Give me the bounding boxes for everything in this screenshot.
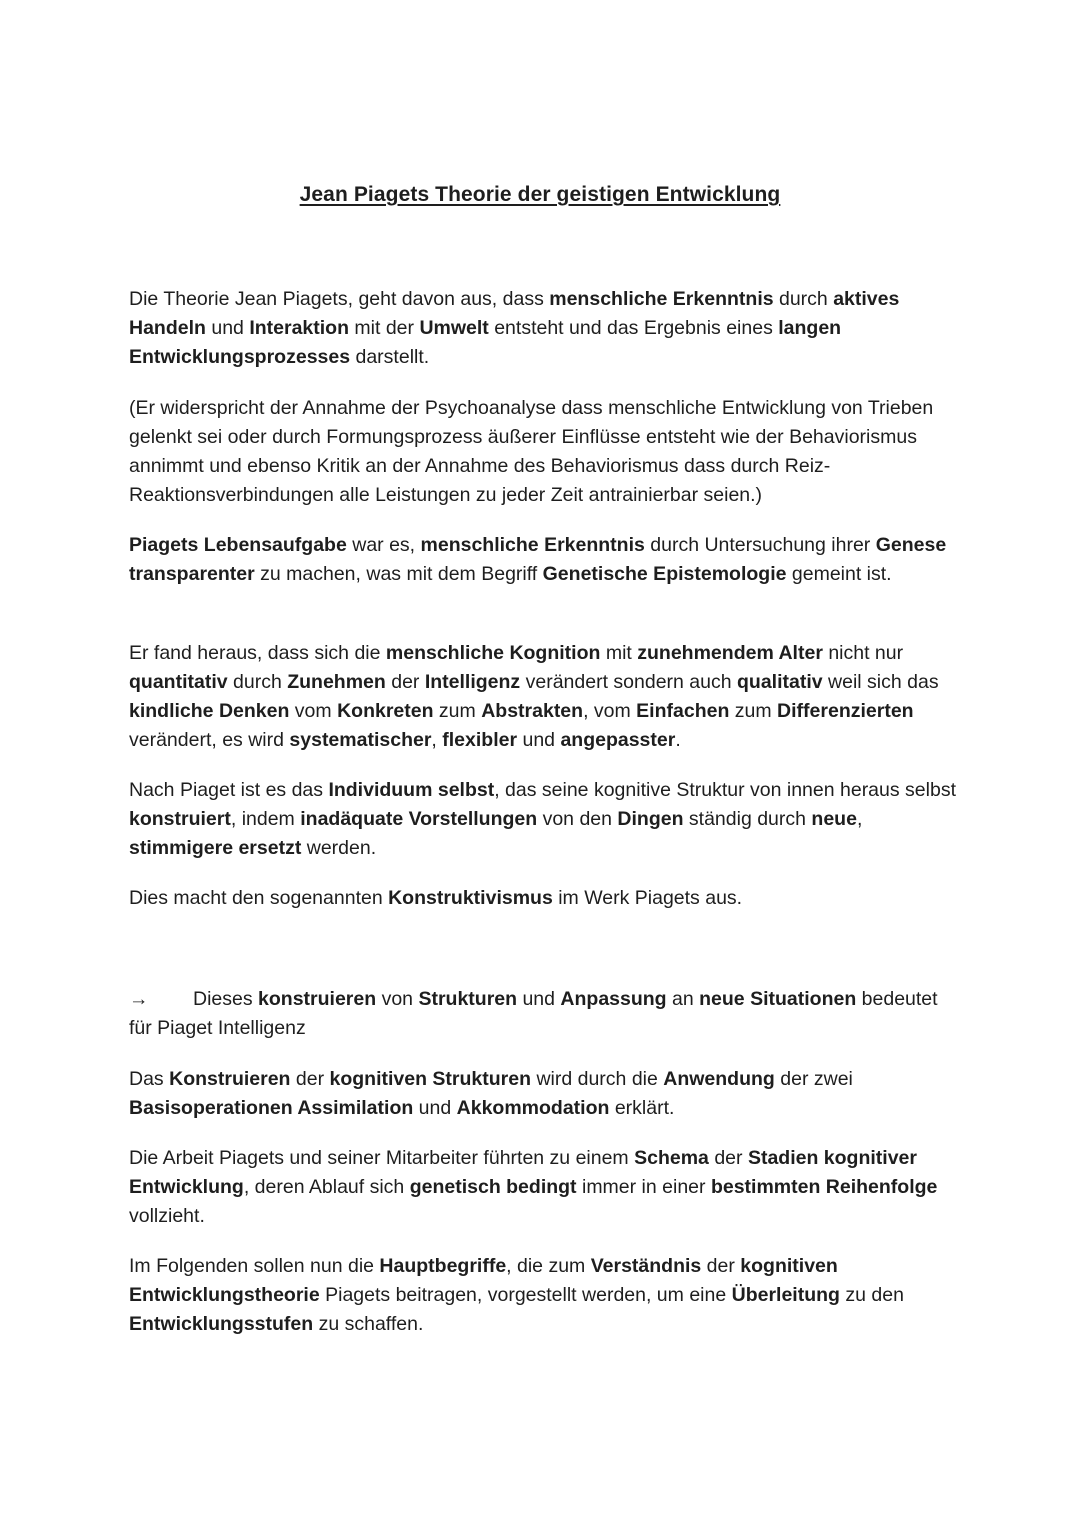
text-run: weil sich das <box>822 671 939 693</box>
bold-term: Zunehmen <box>287 671 386 693</box>
bold-term: Abstrakten <box>481 700 584 722</box>
text-run: , vom <box>583 700 637 722</box>
text-run: zum <box>729 700 778 722</box>
bold-term: Umwelt <box>419 317 489 339</box>
bold-term: menschliche Kognition <box>385 642 601 664</box>
text-run: , deren Ablauf sich <box>243 1176 410 1198</box>
text-run: verändert, es wird <box>129 729 290 751</box>
text-run: der <box>708 1147 748 1169</box>
text-run: wird durch die <box>531 1068 664 1090</box>
bold-term: Strukturen <box>418 988 518 1010</box>
text-run: , die zum <box>506 1255 591 1277</box>
bold-term: inadäquate Vorstellungen <box>300 808 538 830</box>
bold-term: Basisoperationen Assimilation <box>129 1097 414 1119</box>
text-run: durch <box>773 288 834 310</box>
bold-term: kindliche Denken <box>129 700 290 722</box>
text-run: Dies macht den sogenannten <box>129 887 389 909</box>
text-run: (Er widerspricht der Annahme der Psychoanalyse dass menschliche Entwicklung von Trieben gelenkt sei oder durch Formungsprozess äußerer Einflüsse entsteht wie der Behaviorismus annimmt und ebenso Kritik an der Annahme des Behaviorismus dass durch Reiz-Reaktionsverbindungen alle Leistungen zu jeder Zeit antrainierbar seien.) <box>129 397 934 506</box>
bold-term: aktives Handeln <box>129 288 900 339</box>
bold-term: Stadien kognitiver Entwicklung <box>129 1147 917 1198</box>
text-run: und <box>517 988 561 1010</box>
bold-term: neue <box>811 808 857 830</box>
bold-term: kognitiven Strukturen <box>329 1068 532 1090</box>
text-run: ständig durch <box>683 808 812 830</box>
text-run: , das seine kognitive Struktur von innen heraus selbst <box>494 779 956 801</box>
text-run: von <box>376 988 419 1010</box>
text-run: Nach Piaget ist es das <box>129 779 329 801</box>
text-run: im Werk Piagets aus. <box>552 887 743 909</box>
text-run: war es, <box>346 534 421 556</box>
bold-term: Verständnis <box>590 1255 702 1277</box>
bold-term: Konstruieren <box>169 1068 291 1090</box>
text-run: vom <box>289 700 338 722</box>
text-run: immer in einer <box>576 1176 711 1198</box>
text-run: bedeutet für Piaget Intelligenz <box>129 988 938 1039</box>
text-run: , <box>431 729 443 751</box>
bold-term: Genetische Epistemologie <box>542 563 787 585</box>
bold-term: Genese transparenter <box>129 534 947 585</box>
document-title: Jean Piagets Theorie der geistigen Entwicklung <box>299 183 781 206</box>
arrow-right-icon: → <box>129 988 149 1010</box>
bold-term: stimmigere ersetzt <box>129 837 302 859</box>
bold-term: Konkreten <box>337 700 434 722</box>
text-run: von den <box>537 808 618 830</box>
text-run: Im Folgenden sollen nun die <box>129 1255 380 1277</box>
bold-term: Akkommodation <box>456 1097 610 1119</box>
text-run: an <box>666 988 700 1010</box>
text-run: Er fand heraus, dass sich die <box>129 642 386 664</box>
bold-term: Dingen <box>617 808 684 830</box>
text-run: der <box>385 671 425 693</box>
bold-term: Entwicklungsstufen <box>129 1313 314 1335</box>
text-run: zu machen, was mit dem Begriff <box>254 563 543 585</box>
bold-term: menschliche Erkenntnis <box>549 288 774 310</box>
bold-term: Konstruktivismus <box>388 887 553 909</box>
bold-term: quantitativ <box>129 671 228 693</box>
paragraph-main-terms <box>129 1252 959 1339</box>
text-run: und <box>205 317 250 339</box>
text-run: Die Arbeit Piagets und seiner Mitarbeiter führten zu einem <box>129 1147 635 1169</box>
paragraph-individual <box>129 776 959 863</box>
bold-term: qualitativ <box>737 671 823 693</box>
text-run: darstellt. <box>350 346 430 368</box>
paragraph-intro <box>129 285 959 372</box>
bold-term: konstruiert <box>129 808 231 830</box>
bold-term: Differenzierten <box>777 700 914 722</box>
text-run: und <box>517 729 561 751</box>
bold-term: Hauptbegriffe <box>379 1255 507 1277</box>
text-run: gemeint ist. <box>786 563 892 585</box>
bold-term: Interaktion <box>249 317 349 339</box>
bold-term: Piagets Lebensaufgabe <box>129 534 347 556</box>
paragraph-constructivism <box>129 884 959 913</box>
paragraph-intelligence <box>129 985 959 1043</box>
text-run: nicht nur <box>822 642 904 664</box>
bold-term: angepasster <box>560 729 676 751</box>
paragraph-critique <box>129 394 959 510</box>
text-run: zu schaffen. <box>313 1313 424 1335</box>
text-run: , indem <box>230 808 301 830</box>
text-run: vollzieht. <box>129 1205 205 1227</box>
paragraph-basic-operations <box>129 1065 959 1123</box>
paragraph-cognition <box>129 639 959 755</box>
bold-term: Anpassung <box>560 988 667 1010</box>
text-run: zu den <box>839 1284 904 1306</box>
bold-term: Schema <box>634 1147 709 1169</box>
text-run: zum <box>433 700 482 722</box>
text-run: durch <box>227 671 288 693</box>
text-run: der <box>701 1255 741 1277</box>
bold-term: langen Entwicklungsprozesses <box>129 317 842 368</box>
text-run: Die Theorie Jean Piagets, geht davon aus, dass <box>129 288 550 310</box>
bold-term: konstruieren <box>258 988 377 1010</box>
text-run: Dieses <box>193 988 259 1010</box>
text-run: Piagets beitragen, vorgestellt werden, um eine <box>319 1284 732 1306</box>
text-run: . <box>675 729 681 751</box>
bold-term: Überleitung <box>731 1284 840 1306</box>
text-run: , <box>856 808 863 830</box>
bold-term: flexibler <box>442 729 518 751</box>
bold-term: Intelligenz <box>424 671 521 693</box>
text-run: entsteht und das Ergebnis eines <box>488 317 779 339</box>
paragraph-stages <box>129 1144 959 1231</box>
text-run: mit <box>600 642 638 664</box>
bold-term: Individuum selbst <box>328 779 495 801</box>
bold-term: zunehmendem Alter <box>637 642 823 664</box>
text-run: mit der <box>349 317 420 339</box>
bold-term: Anwendung <box>663 1068 775 1090</box>
text-run: der zwei <box>774 1068 853 1090</box>
bold-term: menschliche Erkenntnis <box>420 534 645 556</box>
text-run: erklärt. <box>609 1097 675 1119</box>
bold-term: systematischer <box>289 729 432 751</box>
bold-term: kognitiven Entwicklungstheorie <box>129 1255 838 1306</box>
bold-term: bestimmten Reihenfolge <box>710 1176 938 1198</box>
text-run: werden. <box>301 837 377 859</box>
bold-term: Einfachen <box>636 700 730 722</box>
bold-term: neue Situationen <box>699 988 857 1010</box>
bold-term: genetisch bedingt <box>409 1176 577 1198</box>
text-run: verändert sondern auch <box>520 671 737 693</box>
text-run: durch Untersuchung ihrer <box>644 534 876 556</box>
text-run: Das <box>129 1068 170 1090</box>
text-run: und <box>413 1097 457 1119</box>
paragraph-life-task <box>129 531 959 589</box>
text-run: der <box>290 1068 330 1090</box>
